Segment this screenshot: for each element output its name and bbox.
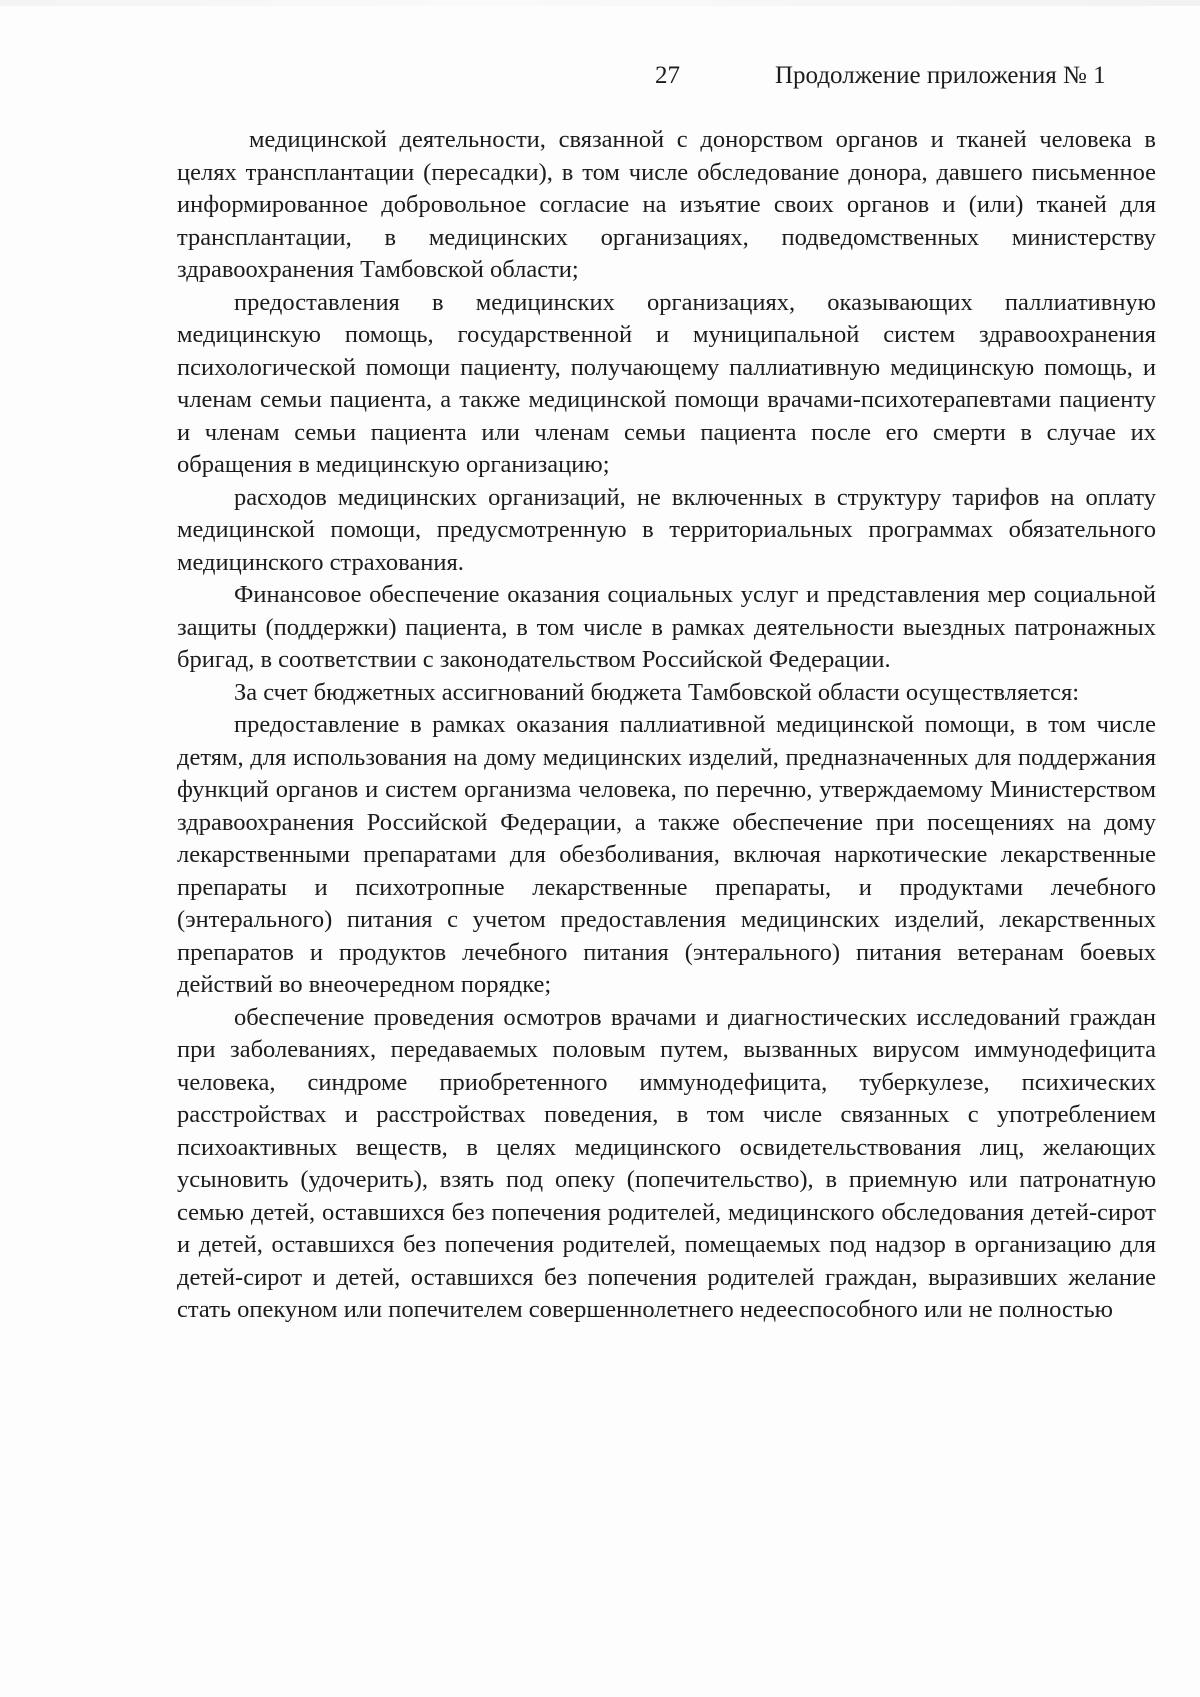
page-number: 27 [655, 62, 680, 89]
appendix-continuation-title: Продолжение приложения № 1 [775, 62, 1106, 89]
paragraph-1: медицинской деятельности, связанной с донорством органов и тканей человека в целях трансплантации (пересадки), в том числе обследование донора, давшего письменное информированное добровольное согласие на изъятие своих органов и (или) тканей для трансплантации, в медицинских организациях, подведомственных министерству здравоохранения Тамбовской области; [177, 126, 1156, 283]
paragraph-2: предоставления в медицинских организациях, оказывающих паллиативную медицинскую помощь, государственной и муниципальной систем здравоохранения психологической помощи пациенту, получающему паллиативную медицинскую помощь, и членам семьи пациента, а также медицинской помощи врачами-психотерапевтами пациенту и членам семьи пациента или членам семьи пациента после его смерти в случае их обращения в медицинскую организацию; [177, 288, 1156, 478]
scan-edge [0, 0, 1200, 6]
paragraph-3: расходов медицинских организаций, не включенных в структуру тарифов на оплату медицинской помощи, предусмотренную в территориальных программах обязательного медицинского страхования. [177, 483, 1156, 576]
document-body [177, 124, 1156, 1327]
paragraph-7: обеспечение проведения осмотров врачами и диагностических исследований граждан при заболеваниях, передаваемых половым путем, вызванных вирусом иммунодефицита человека, синдроме приобретенного иммунодефицита, туберкулезе, психических расстройствах и расстройствах поведения, в том числе связанных с употреблением психоактивных веществ, в целях медицинского освидетельствования лиц, желающих усыновить (удочерить), взять под опеку (попечительство), в приемную или патронатную семью детей, оставшихся без попечения родителей, медицинского обследования детей-сирот и детей, оставшихся без попечения родителей, помещаемых под надзор в организацию для детей-сирот и детей, оставшихся без попечения родителей граждан, выразивших желание стать опекуном или попечителем совершеннолетнего недееспособного или не полностью [177, 1003, 1156, 1323]
paragraph-6: предоставление в рамках оказания паллиативной медицинской помощи, в том числе детям, для использования на дому медицинских изделий, предназначенных для поддержания функций органов и систем организма человека, по перечню, утверждаемому Министерством здравоохранения Российской Федерации, а также обеспечение при посещениях на дому лекарственными препаратами для обезболивания, включая наркотические лекарственные препараты и психотропные лекарственные препараты, и продуктами лечебного (энтерального) питания с учетом предоставления медицинских изделий, лекарственных препаратов и продуктов лечебного питания (энтерального) питания ветеранам боевых действий во внеочередном порядке; [177, 711, 1156, 998]
page-header [0, 62, 1200, 98]
paragraph-5: За счет бюджетных ассигнований бюджета Тамбовской области осуществляется: [234, 678, 1080, 706]
paragraph-4: Финансовое обеспечение оказания социальных услуг и представления мер социальной защиты (поддержки) пациента, в том числе в рамках деятельности выездных патронажных бригад, в соответствии с законодательством Российской Федерации. [177, 581, 1156, 673]
